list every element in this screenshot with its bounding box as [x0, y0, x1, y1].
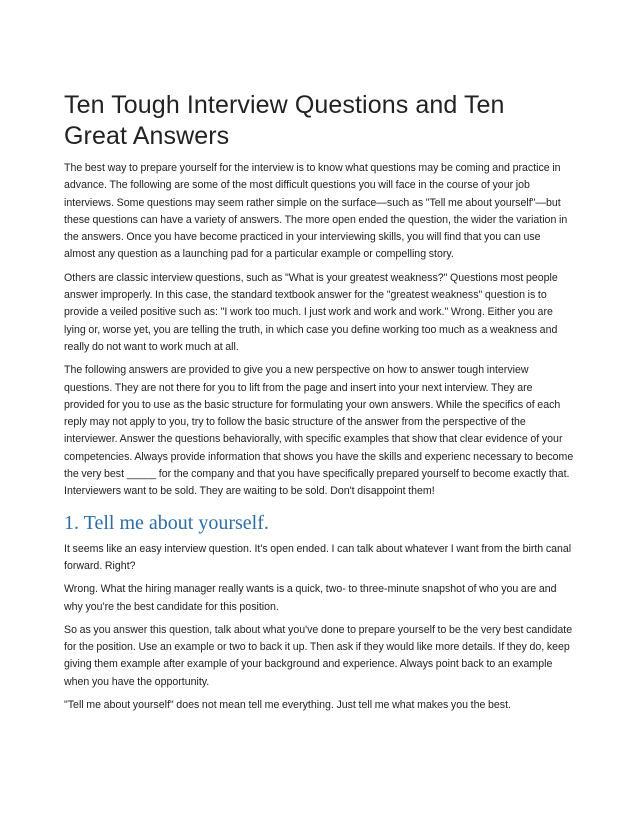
section-1-heading [64, 511, 574, 535]
section-1-title: Tell me about yourself. [83, 511, 269, 534]
document-title: Ten Tough Interview Questions and Ten Great Answers [64, 91, 505, 150]
section-1-paragraph-2: Wrong. What the hiring manager really wants is a quick, two- to three-minute snapshot of who you are and why you're the best candidate for this position. [64, 583, 557, 613]
section-1-paragraph-3: So as you answer this question, talk about what you've done to prepare yourself to be the very best candidate for the position. Use an example or two to back it up. Then ask if they would like more details. If they do, keep giving them example after example of your background and experience. Always point back to an example when you have the opportunity. [64, 623, 573, 688]
section-1-number: 1. [64, 511, 79, 534]
section-1-paragraph-1: It seems like an easy interview question. It's open ended. I can talk about whatever I want from the birth canal forward. Right? [64, 542, 572, 572]
intro-paragraph-1: The best way to prepare yourself for the interview is to know what questions may be coming and practice in advance. The following are some of the most difficult questions you will face in the course of your job interviews. Some questions may seem rather simple on the surface—such as "Tell me about yourself"—but these questions can have a variety of answers. The more open ended the question, the wider the variation in the answers. Once you have become practiced in your interviewing skills, you will find that you can use almost any question as a launching pad for a particular example or compelling story. [64, 162, 568, 261]
section-1-paragraph-4: "Tell me about yourself" does not mean tell me everything. Just tell me what makes you the best. [64, 699, 511, 712]
intro-paragraph-3: The following answers are provided to give you a new perspective on how to answer tough interview questions. They are not there for you to lift from the page and insert into your next interview. They are provided for you to use as the basic structure for formulating your own answers. While the specifics of each reply may not apply to you, try to follow the basic structure of the answer from the perspective of the interviewer. Answer the questions behaviorally, with specific examples that show that clear evidence of your competencies. Always provide information that shows you have the skills and experienc necessary to become the very best _____ for the company and that you have specifically prepared yourself to become exactly that. Interviewers want to be sold. They are waiting to be sold. Don't disappoint them! [64, 364, 574, 498]
document-page [64, 90, 574, 720]
intro-paragraph-2: Others are classic interview questions, such as "What is your greatest weakness?" Questions most people answer improperly. In this case, the standard textbook answer for the "greatest weakness" question is to provide a veiled positive such as: "I work too much. I just work and work and work." Wrong. Either you are lying or, worse yet, you are telling the truth, in which case you define working too much as a weakness and really do not want to work much at all. [64, 271, 558, 353]
